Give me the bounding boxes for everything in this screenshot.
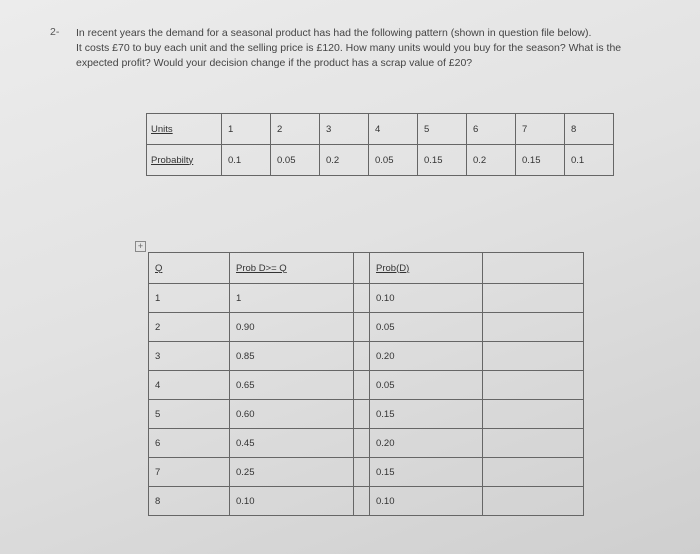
prob-d-header: Prob(D) (370, 253, 483, 284)
unit-cell: 4 (369, 114, 418, 145)
empty-cell (483, 371, 584, 400)
q-cell: 4 (149, 371, 230, 400)
probability-cell: 0.1 (565, 145, 614, 176)
table-row (149, 458, 584, 487)
prob-ge-cell: 0.45 (230, 429, 354, 458)
unit-cell: 5 (418, 114, 467, 145)
prob-ge-cell: 0.85 (230, 342, 354, 371)
empty-cell (483, 429, 584, 458)
prob-ge-cell: 0.90 (230, 313, 354, 342)
unit-cell: 6 (467, 114, 516, 145)
calculation-table (148, 252, 584, 516)
empty-cell (483, 487, 584, 516)
prob-d-cell: 0.15 (370, 458, 483, 487)
spacer-cell (354, 253, 370, 284)
q-cell: 8 (149, 487, 230, 516)
spacer-cell (354, 371, 370, 400)
probability-cell: 0.05 (369, 145, 418, 176)
probability-cell: 0.1 (222, 145, 271, 176)
prob-d-cell: 0.05 (370, 371, 483, 400)
units-header: Units (147, 114, 222, 145)
prob-ge-cell: 1 (230, 284, 354, 313)
prob-d-cell: 0.15 (370, 400, 483, 429)
table-row (149, 487, 584, 516)
empty-cell (483, 253, 584, 284)
prob-d-cell: 0.05 (370, 313, 483, 342)
table-row (149, 371, 584, 400)
question-text (76, 26, 686, 71)
empty-cell (483, 284, 584, 313)
probability-row (147, 145, 614, 176)
prob-ge-cell: 0.25 (230, 458, 354, 487)
prob-ge-header: Prob D>= Q (230, 253, 354, 284)
spacer-cell (354, 458, 370, 487)
empty-cell (483, 400, 584, 429)
calc-header-row (149, 253, 584, 284)
q-cell: 3 (149, 342, 230, 371)
q-cell: 6 (149, 429, 230, 458)
q-cell: 2 (149, 313, 230, 342)
unit-cell: 2 (271, 114, 320, 145)
table-row (149, 313, 584, 342)
spacer-cell (354, 429, 370, 458)
units-row (147, 114, 614, 145)
probability-header: Probabilty (147, 145, 222, 176)
probability-cell: 0.2 (467, 145, 516, 176)
q-header: Q (149, 253, 230, 284)
empty-cell (483, 313, 584, 342)
spacer-cell (354, 487, 370, 516)
prob-d-cell: 0.20 (370, 342, 483, 371)
spacer-cell (354, 400, 370, 429)
spacer-cell (354, 342, 370, 371)
prob-d-cell: 0.20 (370, 429, 483, 458)
unit-cell: 7 (516, 114, 565, 145)
probability-cell: 0.15 (516, 145, 565, 176)
question-line: In recent years the demand for a seasonal product has had the following pattern (shown in question file below). (76, 27, 592, 39)
probability-cell: 0.15 (418, 145, 467, 176)
question-line: It costs £70 to buy each unit and the selling price is £120. How many units would you buy for the season? What is the (76, 42, 622, 54)
question-line: expected profit? Would your decision change if the product has a scrap value of £20? (76, 57, 473, 69)
empty-cell (483, 342, 584, 371)
unit-cell: 8 (565, 114, 614, 145)
spacer-cell (354, 313, 370, 342)
empty-cell (483, 458, 584, 487)
spacer-cell (354, 284, 370, 313)
prob-d-cell: 0.10 (370, 487, 483, 516)
prob-ge-cell: 0.60 (230, 400, 354, 429)
prob-ge-cell: 0.65 (230, 371, 354, 400)
table-row (149, 429, 584, 458)
table-row (149, 342, 584, 371)
table-move-handle-icon[interactable]: + (135, 241, 146, 252)
demand-table (146, 113, 614, 176)
q-cell: 5 (149, 400, 230, 429)
table-row (149, 400, 584, 429)
unit-cell: 3 (320, 114, 369, 145)
q-cell: 1 (149, 284, 230, 313)
table-row (149, 284, 584, 313)
probability-cell: 0.2 (320, 145, 369, 176)
question-number: 2- (50, 26, 60, 38)
q-cell: 7 (149, 458, 230, 487)
prob-ge-cell: 0.10 (230, 487, 354, 516)
prob-d-cell: 0.10 (370, 284, 483, 313)
unit-cell: 1 (222, 114, 271, 145)
probability-cell: 0.05 (271, 145, 320, 176)
